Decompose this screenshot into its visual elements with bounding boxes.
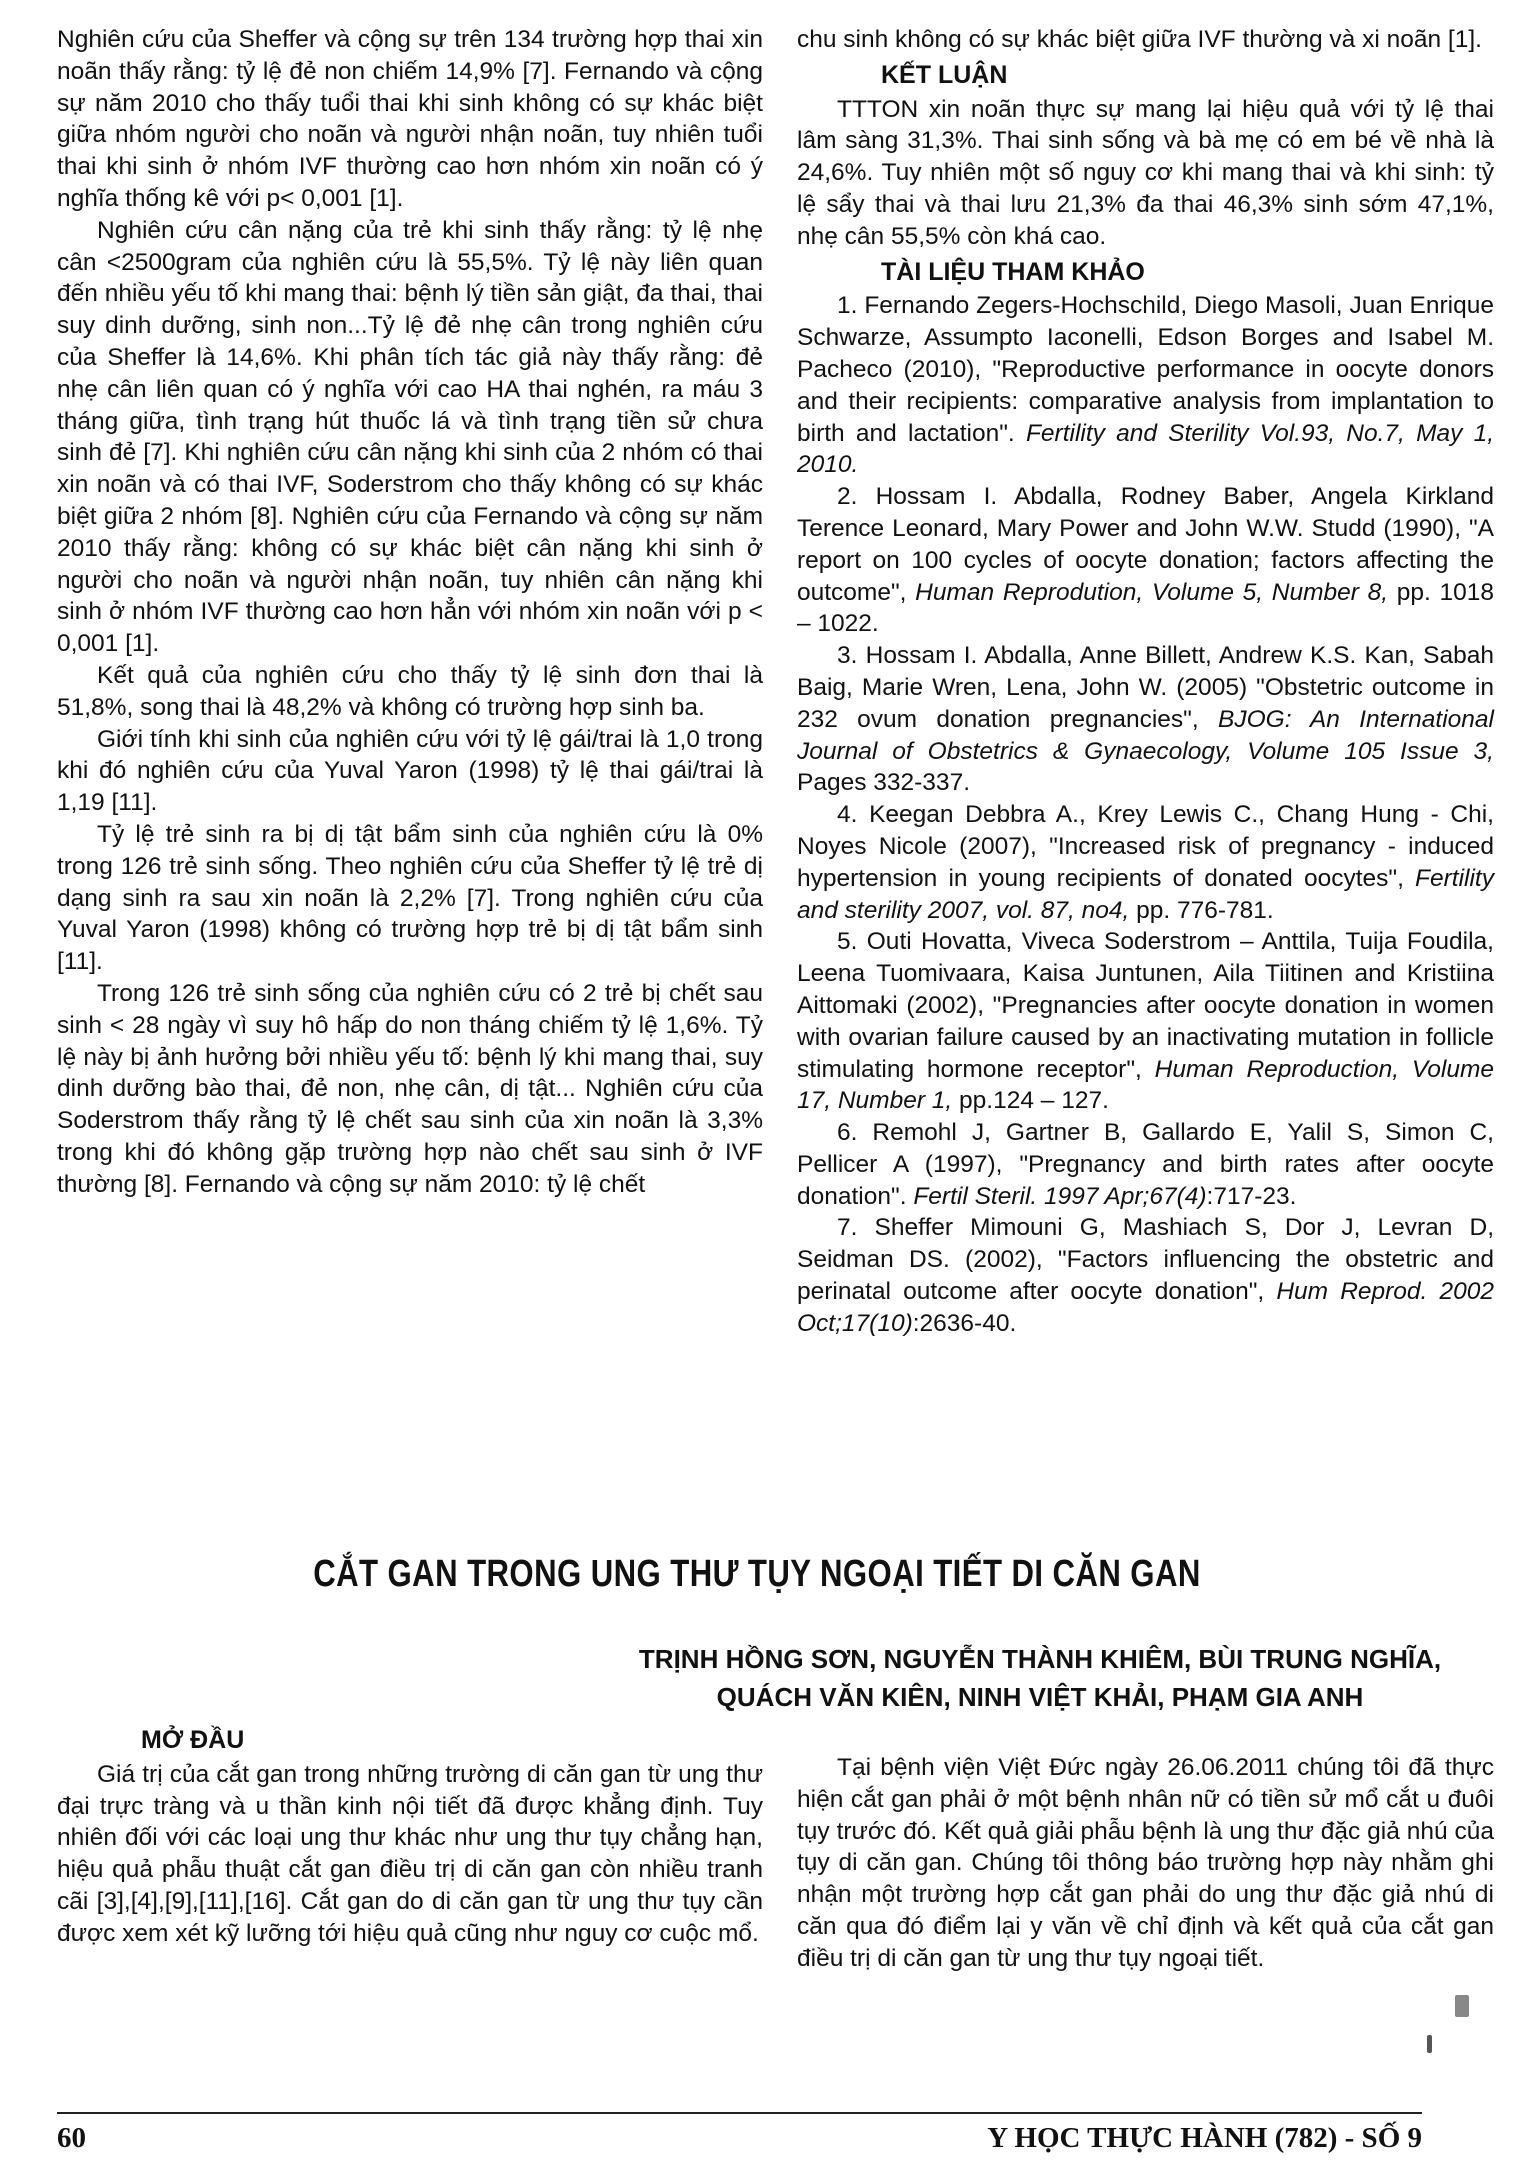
paragraph: Trong 126 trẻ sinh sống của nghiên cứu có 2 trẻ bị chết sau sinh < 28 ngày vì suy hô hấp do non tháng chiếm tỷ lệ 1,6%. Tỷ lệ này bị ảnh hưởng bởi nhiều yếu tố: bệnh lý khi mang thai, suy dinh dưỡng bào thai, đẻ non, nhẹ cân, dị tật... Nghiên cứu của Soderstrom thấy rằng tỷ lệ chết sau sinh của xin noãn là 3,3% trong khi đó không gặp trường hợp nào chết sau sinh ở IVF thường [8]. Fernando và cộng sự năm 2010: tỷ lệ chết (57, 979, 763, 1198)
scan-speck (1427, 2035, 1432, 2053)
paragraph: Nghiên cứu của Sheffer và cộng sự trên 134 trường hợp thai xin noãn thấy rằng: tỷ lệ đẻ non chiếm 14,9% [7]. Fernando và cộng sự năm 2010 cho thấy tuổi thai khi sinh không có sự khác biệt giữa nhóm người cho noãn và người nhận noãn, tuy nhiên tuổi thai khi sinh ở nhóm IVF thường cao hơn nhóm xin noãn có ý nghĩa thống kê với p< 0,001 [1]. (57, 26, 763, 212)
article-title: CẮT GAN TRONG UNG THƯ TỤY NGOẠI TIẾT DI CĂN GAN (313, 1553, 1201, 1595)
reference-item (797, 640, 1494, 799)
references-heading: TÀI LIỆU THAM KHẢO (881, 257, 1145, 286)
right-column (797, 24, 1494, 1340)
reference-text: 7. Sheffer Mimouni G, Mashiach S, Dor J, Levran D, Seidman DS. (2002), "Factors influencing the obstetric and perinatal outcome after oocyte donation", (797, 1214, 1494, 1306)
paragraph: Tỷ lệ trẻ sinh ra bị dị tật bẩm sinh của nghiên cứu là 0% trong 126 trẻ sinh sống. Theo nghiên cứu của Sheffer tỷ lệ trẻ dị dạng sinh ra sau xin noãn là 2,2% [7]. Trong nghiên cứu của Yuval Yaron (1998) không có trường hợp trẻ bị dị tật bẩm sinh [11]. (57, 820, 763, 976)
reference-pages: pp. 776-781. (1129, 896, 1274, 924)
reference-pages: :2636-40. (912, 1309, 1017, 1337)
reference-text: 5. Outi Hovatta, Viveca Soderstrom – Anttila, Tuija Foudila, Leena Tuomivaara, Kaisa Juntunen, Aila Tiitinen and Kristiina Aittomaki (2002), "Pregnancies after oocyte donation in women with ovarian failure caused by an inactivating mutation in follicle stimulating hormone receptor", (797, 928, 1494, 1083)
reference-source: BJOG: An International Journal of Obstetrics & Gynaecology, Volume 105 Issue 3, (797, 705, 1494, 765)
reference-text: 4. Keegan Debbra A., Krey Lewis C., Chang Hung - Chi, Noyes Nicole (2007), "Increased risk of pregnancy - induced hypertension in young recipients of donated oocytes", (797, 801, 1494, 892)
reference-pages: pp.124 – 127. (952, 1087, 1109, 1115)
conclusion-text: TTTON xin noãn thực sự mang lại hiệu quả với tỷ lệ thai lâm sàng 31,3%. Thai sinh sống và bà mẹ có em bé về nhà là 24,6%. Tuy nhiên một số nguy cơ khi mang thai và khi sinh: tỷ lệ sẩy thai và thai lưu 21,3% đa thai 46,3% sinh sớm 47,1%, nhẹ cân 55,5% còn khá cao. (797, 95, 1494, 250)
reference-pages: pp. 1018 – 1022. (797, 578, 1495, 638)
reference-source: Human Reproduction, Volume 17, Number 1, (797, 1055, 1495, 1115)
journal-name: Y HỌC THỰC HÀNH (782) - SỐ 9 (987, 2122, 1422, 2154)
reference-source: Human Reprodution, Volume 5, Number 8, (915, 578, 1389, 606)
reference-pages: :717-23. (1206, 1182, 1297, 1210)
reference-item (797, 290, 1494, 481)
author-list (560, 1640, 1514, 1716)
scan-speck (1455, 1995, 1469, 2017)
reference-text: 3. Hossam I. Abdalla, Anne Billett, Andrew K.S. Kan, Sabah Baig, Marie Wren, Lena, John W. (2005) "Obstetric outcome in 232 ovum donation pregnancies", (797, 642, 1494, 733)
reference-list (797, 290, 1494, 1339)
reference-source: Fertility and Sterility Vol.93, No.7, May 1, 2010. (797, 419, 1494, 479)
reference-text: 1. Fernando Zegers-Hochschild, Diego Masoli, Juan Enrique Schwarze, Assumpto Iaconelli, Edson Borges and Isabel M. Pacheco (2010), "Reproductive performance in oocyte donors and their recipients: comparative analysis from implantation to birth and lactation". (797, 292, 1494, 447)
authors-line: TRỊNH HỒNG SƠN, NGUYỄN THÀNH KHIÊM, BÙI TRUNG NGHĨA, (638, 1644, 1442, 1674)
intro-heading: MỞ ĐẦU (141, 1726, 245, 1754)
paragraph: Kết quả của nghiên cứu cho thấy tỷ lệ sinh đơn thai là 51,8%, song thai là 48,2% và không có trường hợp sinh ba. (57, 661, 763, 721)
paragraph-continuation: chu sinh không có sự khác biệt giữa IVF thường và xi noãn [1]. (797, 26, 1482, 53)
reference-pages: Pages 332-337. (797, 769, 970, 797)
paragraph: Giới tính khi sinh của nghiên cứu với tỷ lệ gái/trai là 1,0 trong khi đó nghiên cứu của Yuval Yaron (1998) tỷ lệ thai gái/trai là 1,19 [11]. (57, 725, 763, 817)
intro-paragraph: Giá trị của cắt gan trong những trường di căn gan từ ung thư đại trực tràng và u thần kinh nội tiết đã được khẳng định. Tuy nhiên đối với các loại ung thư khác như ung thư tụy chẳng hạn, hiệu quả phẫu thuật cắt gan điều trị di căn gan còn nhiều tranh cãi [3],[4],[9],[11],[16]. Cắt gan do di căn gan từ ung thư tụy cần được xem xét kỹ lưỡng tới hiệu quả cũng như nguy cơ cuộc mổ. (57, 1760, 763, 1947)
reference-source: Fertil Steril. 1997 Apr;67(4) (913, 1182, 1207, 1210)
reference-item (797, 1212, 1494, 1339)
authors-line: QUÁCH VĂN KIÊN, NINH VIỆT KHẢI, PHẠM GIA ANH (716, 1682, 1364, 1712)
reference-text: 2. Hossam I. Abdalla, Rodney Baber, Angela Kirkland Terence Leonard, Mary Power and John W.W. Studd (1990), "A report on 100 cycles of oocyte donation; factors affecting the outcome", (797, 483, 1494, 606)
reference-item (797, 1117, 1494, 1212)
reference-item (797, 481, 1494, 640)
left-column (57, 24, 763, 1200)
page-number: 60 (57, 2122, 86, 2154)
reference-text: 6. Remohl J, Gartner B, Gallardo E, Yalil S, Simon C, Pellicer A (1997), "Pregnancy and birth rates after oocyte donation". (797, 1119, 1494, 1210)
intro-paragraph: Tại bệnh viện Việt Đức ngày 26.06.2011 chúng tôi đã thực hiện cắt gan phải ở một bệnh nhân nữ có tiền sử mổ cắt u đuôi tụy trước đó. Kết quả giải phẫu bệnh là ung thư đặc giả nhú của tụy di căn gan. Chúng tôi thông báo trường hợp này nhằm ghi nhận một trường hợp cắt gan phải do ung thư đặc giả nhú di căn qua đó điểm lại y văn về chỉ định và kết quả của cắt gan điều trị di căn gan từ ung thư tụy ngoại tiết. (797, 1754, 1494, 1972)
paragraph: Nghiên cứu cân nặng của trẻ khi sinh thấy rằng: tỷ lệ nhẹ cân <2500gram của nghiên cứu là 55,5%. Tỷ lệ này liên quan đến nhiều yếu tố khi mang thai: bệnh lý tiền sản giật, đa thai, thai suy dinh dưỡng, sinh non...Tỷ lệ đẻ nhẹ cân trong nghiên cứu của Sheffer là 14,6%. Khi phân tích tác giả này thấy rằng: đẻ nhẹ cân liên quan có ý nghĩa với cao HA thai nghén, ra máu 3 tháng giữa, tình trạng hút thuốc lá và tình trạng tiền sử chưa sinh đẻ [7]. Khi nghiên cứu cân nặng khi sinh của 2 nhóm có thai xin noãn và có thai IVF, Soderstrom cho thấy không có sự khác biệt giữa 2 nhóm [8]. Nghiên cứu của Fernando và cộng sự năm 2010 thấy rằng: không có sự khác biệt cân nặng khi sinh ở người cho noãn và người nhận noãn, tuy nhiên cân nặng khi sinh ở nhóm IVF thường cao hơn hẳn với nhóm xin noãn với p < 0,001 [1]. (57, 216, 763, 658)
reference-source: Fertility and sterility 2007, vol. 87, no4, (797, 864, 1494, 924)
reference-item (797, 926, 1494, 1117)
conclusion-heading: KẾT LUẬN (881, 60, 1008, 89)
reference-source: Hum Reprod. 2002 Oct;17(10) (797, 1278, 1495, 1337)
footer-rule (57, 2112, 1422, 2114)
intro-right-column (797, 1752, 1494, 1975)
intro-left-column (57, 1721, 763, 1950)
reference-item (797, 799, 1494, 926)
